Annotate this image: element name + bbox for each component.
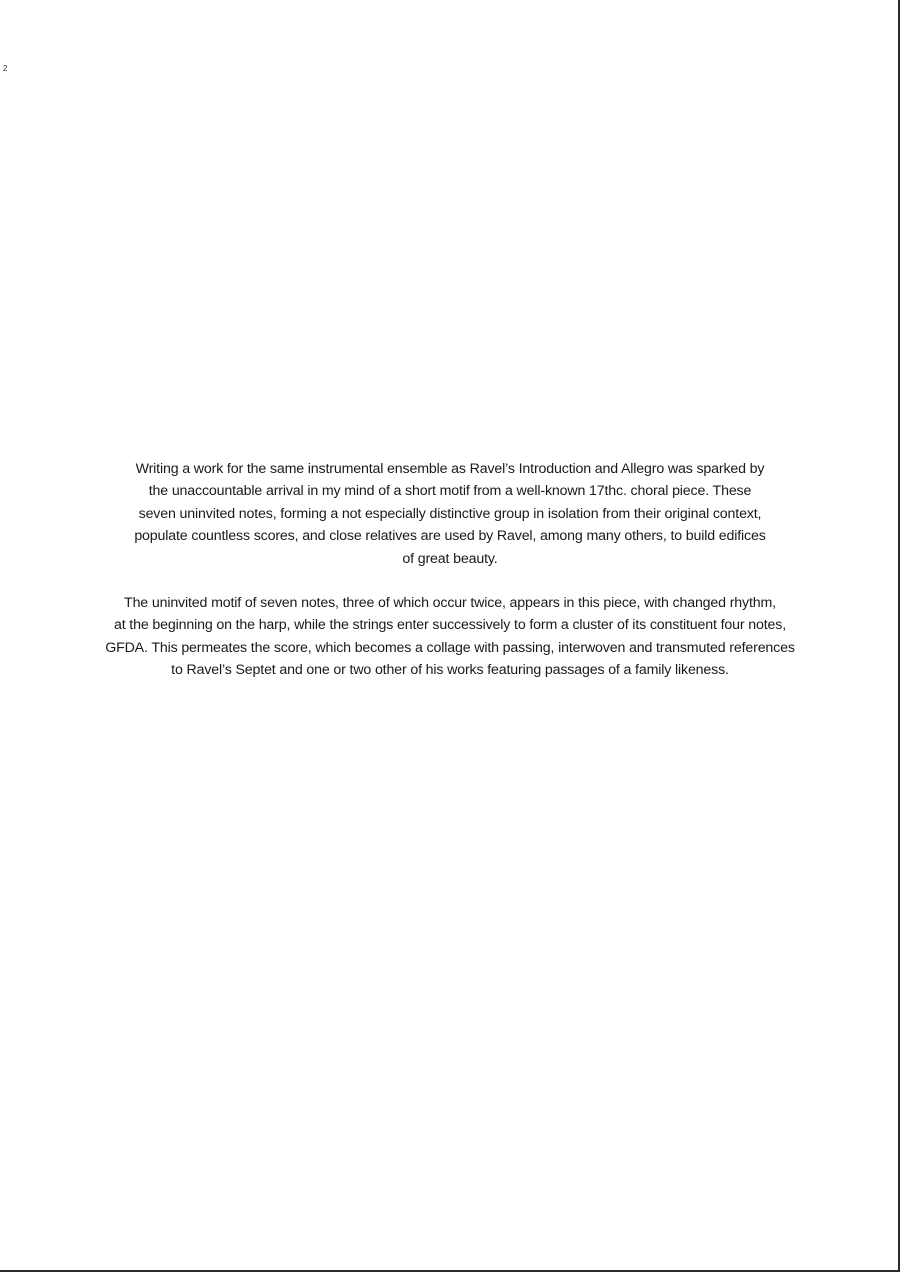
text-line: populate countless scores, and close relatives are used by Ravel, among many others, to build edifices: [134, 528, 766, 545]
page-number: 2: [3, 64, 8, 73]
text-line: to Ravel’s Septet and one or two other of his works featuring passages of a family likeness.: [171, 662, 729, 679]
text-line: of great beauty.: [402, 550, 498, 567]
text-line: at the beginning on the harp, while the strings enter successively to form a cluster of its constituent four notes,: [113, 617, 786, 634]
text-line: Writing a work for the same instrumental ensemble as Ravel’s Introduction and Allegro was sparked by: [135, 461, 765, 477]
note-paragraph-2: [28, 592, 872, 682]
text-line: seven uninvited notes, forming a not especially distinctive group in isolation from their original context,: [138, 505, 762, 522]
text-line: GFDA. This permeates the score, which becomes a collage with passing, interwoven and transmuted references: [105, 639, 795, 656]
programme-note: [28, 458, 872, 682]
text-line: The uninvited motif of seven notes, three of which occur twice, appears in this piece, with changed rhythm,: [124, 595, 776, 612]
text-line: the unaccountable arrival in my mind of a short motif from a well-known 17thc. choral piece. These: [148, 483, 752, 500]
note-paragraph-1: [28, 458, 872, 570]
